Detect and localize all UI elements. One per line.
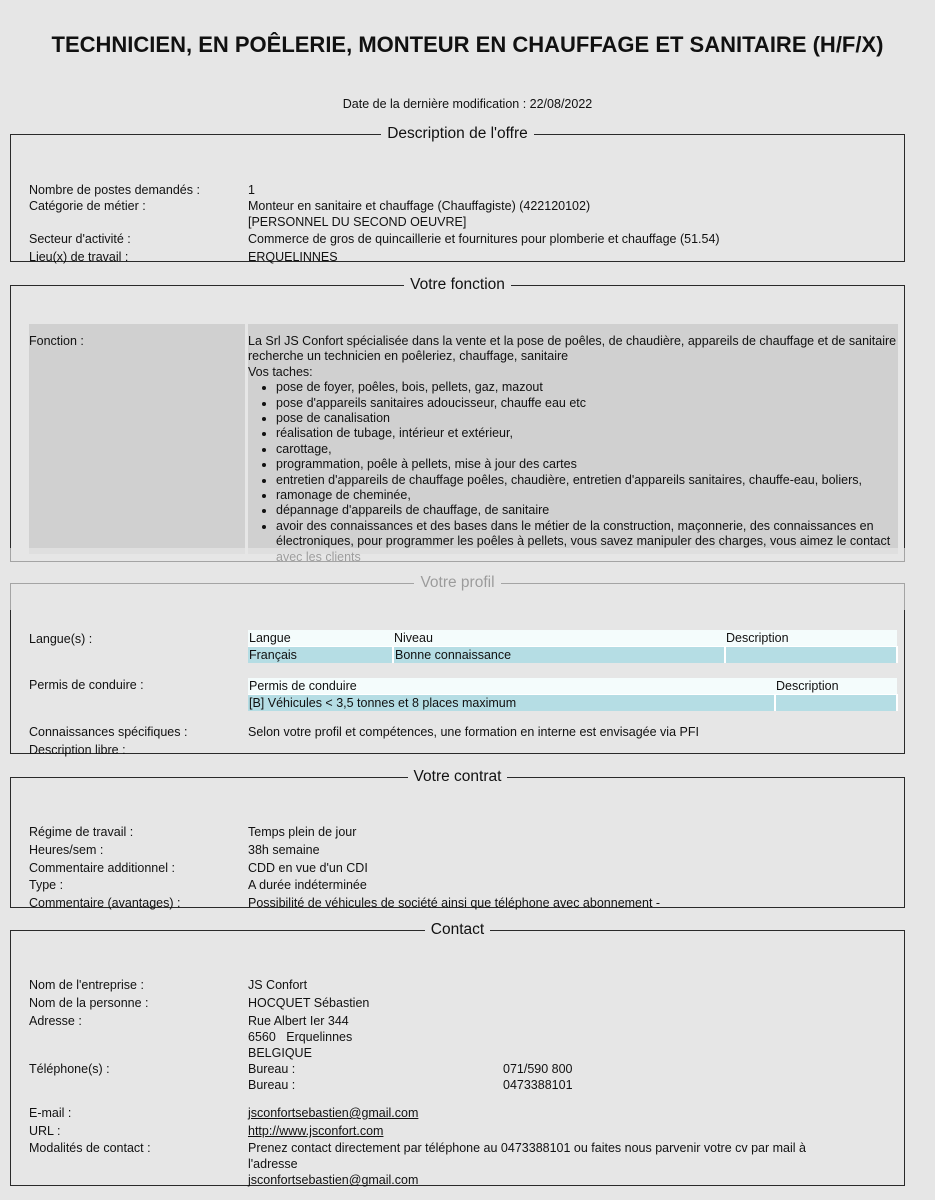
permis-description-header: Description: [775, 678, 897, 695]
connaissances-value: Selon votre profil et compétences, une formation en interne est envisagée via PFI: [248, 725, 699, 739]
heures-value: 38h semaine: [248, 843, 320, 857]
list-item: • avoir des connaissances et des bases dans le métier de la construction, maçonnerie, des connaissances en électroniques, pour programmer les poêles à pellets, vous savez manipuler des charges, vous aimez le contact: [276, 519, 898, 565]
section-contrat: [10, 768, 905, 908]
avantages-value: Possibilité de véhicules de société ainsi que téléphone avec abonnement -: [248, 896, 661, 910]
list-item: • pose de canalisation: [276, 411, 898, 426]
phone-type-1: Bureau :: [248, 1062, 296, 1076]
lieu-label: Lieu(x) de travail :: [29, 250, 129, 264]
modalites-line-3: jsconfortsebastien@gmail.com: [248, 1173, 419, 1187]
permis-table: [248, 678, 898, 711]
categorie-group: [PERSONNEL DU SECOND OEUVRE]: [248, 215, 467, 229]
adresse-line-1: Rue Albert Ier 344: [248, 1014, 349, 1028]
email-link[interactable]: jsconfortsebastien@gmail.com: [248, 1106, 419, 1120]
phone-number-2[interactable]: 0473388101: [503, 1078, 573, 1092]
type-value: A durée indéterminée: [248, 878, 367, 892]
phone-number-1[interactable]: 071/590 800: [503, 1062, 573, 1076]
section-description-title: Description de l'offre: [387, 125, 528, 142]
section-fonction: [10, 276, 905, 562]
list-item: • réalisation de tubage, intérieur et extérieur,: [276, 426, 898, 441]
postes-value: 1: [248, 183, 255, 197]
entreprise-label: Nom de l'entreprise :: [29, 978, 144, 992]
section-contact: [10, 921, 905, 1186]
description-libre-label: Description libre :: [29, 743, 126, 757]
secteur-value: Commerce de gros de quincaillerie et fournitures pour plomberie et chauffage (51.54): [248, 232, 720, 246]
personne-value: HOCQUET Sébastien: [248, 996, 370, 1010]
taches-list: [248, 380, 898, 565]
fonction-label-cell: [29, 324, 245, 554]
description-header: Description: [725, 630, 897, 647]
section-description: [10, 125, 905, 262]
list-item: • ramonage de cheminée,: [276, 488, 898, 503]
list-item: • programmation, poêle à pellets, mise à jour des cartes: [276, 457, 898, 472]
fonction-intro: La Srl JS Confort spécialisée dans la vente et la pose de poêles, de chaudière, appareils de chauffage et de sanitaire recherche un technicien en poêleriez, chauffage, sanitaire: [248, 334, 897, 364]
fonction-description: [248, 334, 898, 565]
personne-label: Nom de la personne :: [29, 996, 149, 1010]
niveau-header: Niveau: [393, 630, 725, 647]
description-cell: [725, 647, 897, 664]
last-modified-date: Date de la dernière modification : 22/08/2022: [342, 97, 593, 111]
overlay-band: [0, 548, 935, 610]
phone-type-2: Bureau :: [248, 1078, 296, 1092]
niveau-cell: Bonne connaissance: [393, 647, 725, 664]
adresse-line-3: BELGIQUE: [248, 1046, 312, 1060]
secteur-label: Secteur d'activité :: [29, 232, 131, 246]
lieu-value: ERQUELINNES: [248, 250, 338, 264]
list-item: • pose de foyer, poêles, bois, pellets, gaz, mazout: [276, 380, 898, 395]
url-link[interactable]: http://www.jsconfort.com: [248, 1124, 384, 1138]
telephone-label: Téléphone(s) :: [29, 1062, 110, 1076]
modalites-label: Modalités de contact :: [29, 1141, 151, 1155]
regime-value: Temps plein de jour: [248, 825, 357, 839]
langue-cell: Français: [248, 647, 393, 664]
postes-label: Nombre de postes demandés :: [29, 183, 200, 197]
adresse-label: Adresse :: [29, 1014, 82, 1028]
heures-label: Heures/sem :: [29, 843, 104, 857]
taches-title: Vos taches:: [248, 364, 313, 379]
modalites-line-1: Prenez contact directement par téléphone au 0473388101 ou faites nous parvenir votre cv par mail à: [248, 1141, 806, 1155]
connaissances-label: Connaissances spécifiques :: [29, 725, 188, 739]
email-label: E-mail :: [29, 1106, 72, 1120]
commentaire-label: Commentaire additionnel :: [29, 861, 175, 875]
type-label: Type :: [29, 878, 64, 892]
adresse-line-2: 6560 Erquelinnes: [248, 1030, 353, 1044]
url-label: URL :: [29, 1124, 61, 1138]
list-item: • pose d'appareils sanitaires adoucisseur, chauffe eau etc: [276, 396, 898, 411]
fonction-label: Fonction :: [29, 334, 84, 348]
section-contrat-title: Votre contrat: [413, 768, 502, 785]
permis-label: Permis de conduire :: [29, 678, 144, 692]
list-item: • entretien d'appareils de chauffage poêles, chaudière, entretien d'appareils sanitaires, chauffe-eau, boliers,: [276, 473, 898, 488]
commentaire-value: CDD en vue d'un CDI: [248, 861, 368, 875]
categorie-value: Monteur en sanitaire et chauffage (Chauffagiste) (422120102): [248, 199, 591, 213]
permis-cell: [B] Véhicules < 3,5 tonnes et 8 places maximum: [248, 695, 775, 712]
langues-table: [248, 630, 898, 663]
langues-label: Langue(s) :: [29, 632, 93, 646]
section-contact-title: Contact: [430, 921, 485, 938]
permis-description-cell: [775, 695, 897, 712]
langue-header: Langue: [248, 630, 393, 647]
permis-header: Permis de conduire: [248, 678, 775, 695]
list-item: • carottage,: [276, 442, 898, 457]
regime-label: Régime de travail :: [29, 825, 134, 839]
avantages-label: Commentaire (avantages) :: [29, 896, 181, 910]
modalites-line-2: l'adresse: [248, 1157, 298, 1171]
categorie-label: Catégorie de métier :: [29, 199, 146, 213]
job-title: TECHNICIEN, EN POÊLERIE, MONTEUR EN CHAUFFAGE ET SANITAIRE (H/F/X): [51, 32, 884, 57]
entreprise-value: JS Confort: [248, 978, 308, 992]
list-item: • dépannage d'appareils de chauffage, de sanitaire: [276, 503, 898, 518]
section-fonction-title: Votre fonction: [410, 276, 505, 293]
